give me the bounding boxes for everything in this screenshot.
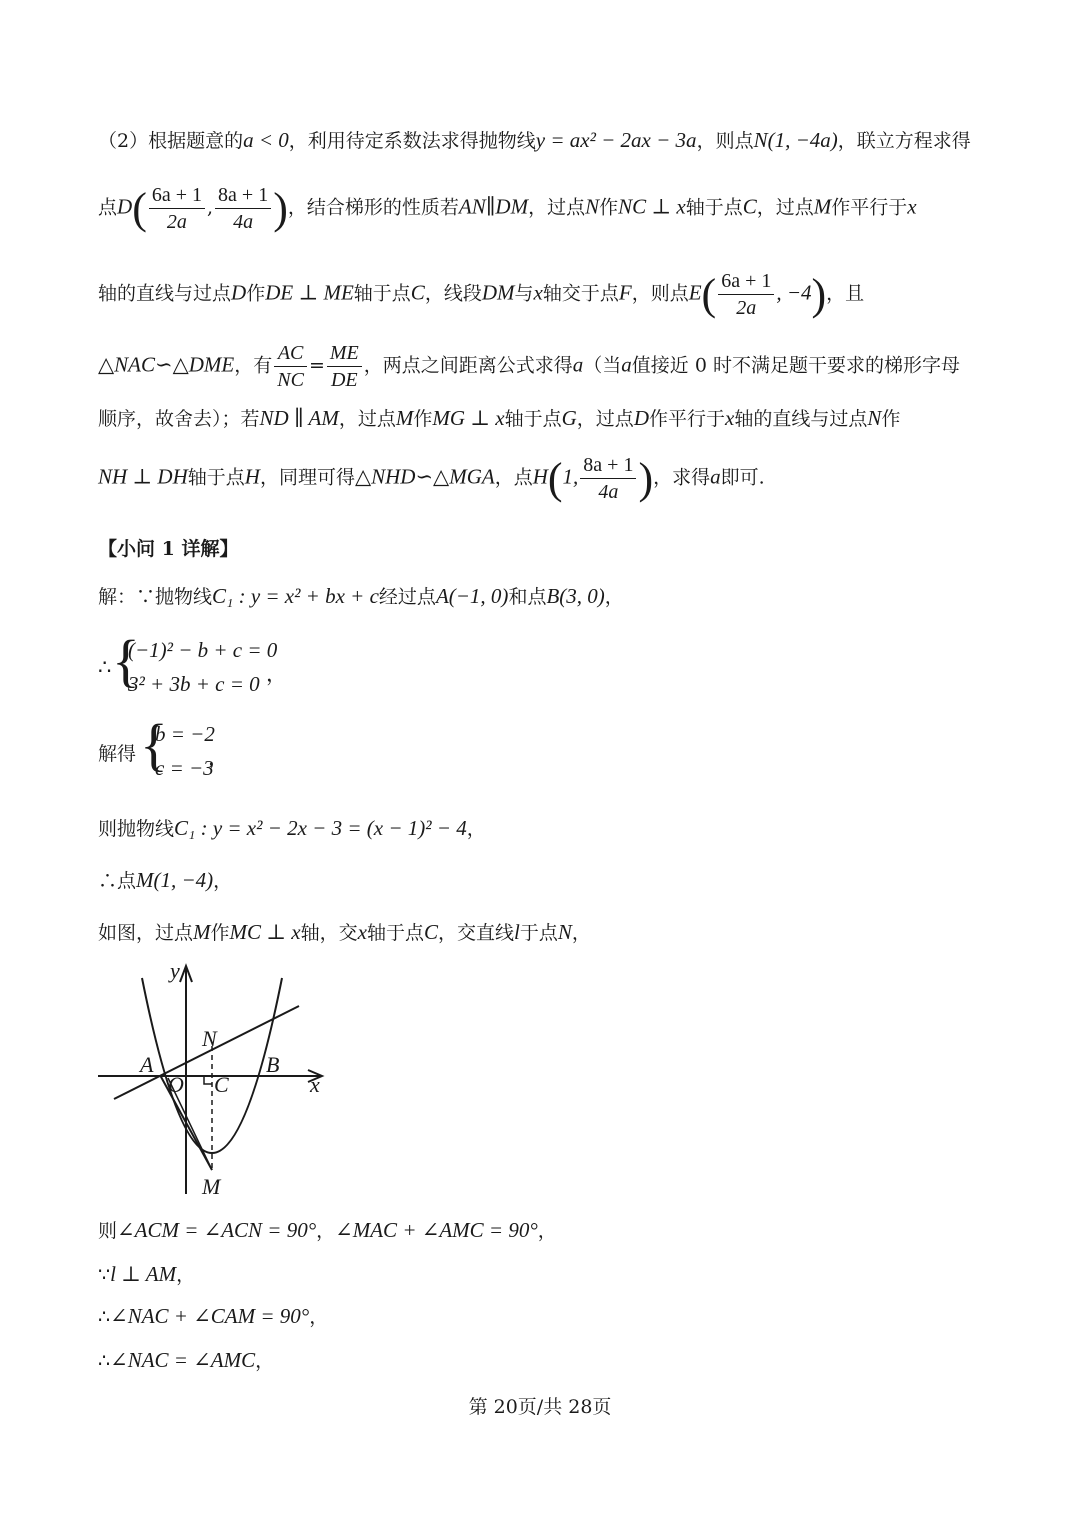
point-n: N(1, −4a): [753, 128, 838, 152]
math: MG ⊥ x: [432, 406, 505, 430]
text: 轴交于点: [542, 282, 619, 305]
paren-open: (: [547, 454, 563, 503]
text: ，: [604, 586, 624, 608]
paren-open: (: [132, 184, 147, 233]
text: 轴于点: [353, 282, 411, 305]
text: ∴: [98, 1306, 111, 1328]
text: ∵: [98, 1264, 111, 1286]
solution-line-7: [98, 1216, 557, 1243]
math: M: [395, 406, 414, 430]
solution-line-6: [98, 918, 591, 945]
text: ，则点: [631, 282, 689, 305]
math: a: [710, 464, 721, 489]
text: 作: [881, 408, 901, 430]
parabola-equation: y = ax² − 2ax − 3a: [535, 128, 697, 152]
math: E: [688, 280, 702, 305]
math: ∠NAC + ∠CAM = 90°: [110, 1304, 310, 1328]
text: ，同理可得: [259, 466, 355, 489]
text: ，过点: [338, 408, 396, 430]
text: 轴于点: [187, 466, 245, 489]
label-c: C: [214, 1072, 229, 1097]
text: ，过点: [528, 196, 586, 219]
text: ，: [176, 1264, 196, 1286]
text: 顺序，故舍去）；若: [98, 408, 260, 430]
analysis-line-1: [98, 126, 971, 153]
text: 值接近 0 时不满足题干要求的梯形字母: [631, 354, 960, 377]
text: 轴于点: [366, 922, 424, 944]
math: a: [621, 352, 632, 377]
math: H: [532, 464, 548, 489]
math: x: [533, 280, 543, 305]
math: x: [357, 920, 367, 944]
point-b: B(3, 0): [546, 584, 605, 608]
fraction: [274, 340, 307, 393]
text: ，则点: [696, 130, 754, 152]
math: △NHD∽△MGA: [354, 464, 495, 489]
brace: {: [112, 628, 140, 693]
therefore-symbol: ∴: [98, 655, 112, 679]
denominator: DE: [330, 369, 358, 391]
math: DE ⊥ ME: [265, 280, 354, 305]
equation-row: (−1)² − b + c = 0: [128, 638, 278, 662]
text: 则抛物线: [98, 818, 175, 840]
math: N: [585, 194, 600, 219]
right-angle-mark: [204, 1076, 212, 1084]
paren-open: (: [701, 270, 717, 319]
math: ∠MAC + ∠AMC = 90°: [335, 1218, 538, 1242]
solution-line-10: [98, 1346, 274, 1373]
math: C: [742, 194, 757, 219]
text: 点: [98, 196, 118, 219]
numerator: 6a + 1: [149, 182, 205, 209]
text: ，点: [494, 466, 533, 489]
text: ，: [208, 746, 229, 770]
fraction: [580, 452, 636, 505]
math: ∠NAC = ∠AMC: [110, 1348, 256, 1372]
text: ，: [537, 1220, 557, 1242]
paren-close: ): [273, 184, 288, 233]
label-o: O: [168, 1072, 184, 1097]
math: a < 0: [243, 128, 289, 152]
math: H: [244, 464, 260, 489]
math: M: [193, 920, 211, 944]
equation-row: b = −2: [155, 722, 215, 746]
text: 作平行于: [648, 408, 725, 430]
text: 解：∵抛物线: [98, 586, 213, 608]
denominator: 4a: [233, 211, 254, 233]
analysis-line-2: 点D( $\frac{6a + 1}{2a}$ , $\frac{8a + 1}{4a}$ )，结合梯形的性质若AN∥DM，过点N作NC ⊥ x轴于点C，过点M作平行于x: [98, 184, 917, 233]
math: C₁ : y = x² + bx + c: [212, 584, 379, 608]
math: M: [813, 194, 832, 219]
text: 轴于点: [685, 196, 743, 219]
denominator: 2a: [736, 297, 757, 319]
math: a: [572, 352, 584, 377]
text: 作: [210, 922, 230, 944]
denominator: NC: [277, 369, 304, 391]
analysis-line-5: [98, 404, 900, 431]
math: C₁ : y = x² − 2x − 3 = (x − 1)² − 4: [174, 816, 467, 840]
text: ，有: [234, 354, 273, 377]
text: 如图，过点: [98, 922, 194, 944]
label-y: y: [170, 958, 180, 983]
math: , −4: [776, 280, 812, 305]
paren-close: ): [638, 454, 654, 503]
math: 1,: [562, 464, 579, 489]
solution-line-9: [98, 1302, 328, 1329]
text: 作: [246, 282, 266, 305]
math: F: [618, 280, 632, 305]
denominator: 2a: [166, 211, 187, 233]
math: G: [561, 406, 577, 430]
equals: =: [308, 354, 325, 377]
text: ∴点: [98, 870, 137, 892]
text: ，: [316, 1220, 336, 1242]
math: C: [410, 280, 425, 305]
label-m: M: [202, 1174, 221, 1199]
math: l: [514, 920, 520, 944]
text: （当: [583, 354, 622, 377]
text: ，: [571, 922, 591, 944]
label-b: B: [266, 1052, 280, 1077]
text: （2）根据题意的: [98, 130, 244, 152]
solution-line-8: [98, 1260, 195, 1287]
math: MC ⊥ x: [229, 920, 301, 944]
analysis-line-3: [98, 268, 864, 321]
fraction: [149, 182, 205, 235]
numerator: 6a + 1: [718, 268, 774, 295]
analysis-line-4: [98, 340, 960, 393]
text: ，: [466, 818, 486, 840]
text: ，求得: [653, 466, 711, 489]
solution-line-4: [98, 814, 486, 841]
heading-text: 【小问 1 详解】: [98, 538, 239, 560]
numerator: 8a + 1: [215, 182, 271, 209]
text: ，交直线: [437, 922, 514, 944]
numerator: 8a + 1: [580, 452, 636, 479]
text: ，: [213, 870, 233, 892]
solution-line-1: [98, 582, 624, 609]
text: ∴: [98, 1350, 111, 1372]
math: N: [867, 406, 882, 430]
text: ，结合梯形的性质若: [287, 196, 459, 219]
text: 轴的直线与过点: [98, 282, 232, 305]
text: ，两点之间距离公式求得: [363, 354, 573, 377]
numerator: ME: [327, 340, 362, 367]
math: NH ⊥ DH: [98, 464, 188, 489]
text: ，过点: [756, 196, 814, 219]
math: x: [907, 194, 917, 219]
text: ，且: [826, 282, 865, 305]
equation-row: 3² + 3b + c = 0: [128, 672, 260, 696]
math: DM: [481, 280, 515, 305]
point-m: M(1, −4): [136, 868, 214, 892]
text: ，利用待定系数法求得抛物线: [288, 130, 536, 152]
equation-row: c = −3: [155, 756, 214, 780]
text: 轴，交: [300, 922, 358, 944]
text: ，: [266, 662, 287, 686]
text: 与: [514, 282, 534, 305]
text: 轴的直线与过点: [734, 408, 868, 430]
text: ，线段: [424, 282, 482, 305]
label-a: A: [140, 1052, 154, 1077]
text: 和点: [508, 586, 547, 608]
paren-close: ): [811, 270, 827, 319]
text: ，过点: [576, 408, 634, 430]
fraction: [327, 340, 362, 393]
math: D: [231, 280, 247, 305]
math: D: [633, 406, 649, 430]
math: l ⊥ AM: [110, 1262, 177, 1286]
page-footer: [0, 1392, 1080, 1419]
text: 轴于点: [504, 408, 562, 430]
brace: {: [140, 712, 168, 777]
math: N: [557, 920, 572, 944]
text: 解得: [98, 743, 137, 765]
math: AN∥DM: [458, 194, 529, 219]
text: 作: [599, 196, 619, 219]
fraction: [215, 182, 271, 235]
parabola-figure: [94, 958, 344, 1200]
page-number: 第 20页/共 28页: [468, 1396, 612, 1418]
denominator: 4a: [598, 481, 619, 503]
math: △NAC∽△DME: [98, 352, 235, 377]
text: ，: [255, 1350, 275, 1372]
label-x: x: [310, 1072, 320, 1097]
label-n: N: [202, 1026, 217, 1051]
text: 作: [413, 408, 433, 430]
text: 则: [98, 1220, 118, 1242]
text: 作平行于: [831, 196, 908, 219]
point-a: A(−1, 0): [435, 584, 509, 608]
text: 于点: [519, 922, 558, 944]
text: ，联立方程求得: [837, 130, 971, 152]
numerator: AC: [274, 340, 307, 367]
math: NC ⊥ x: [618, 194, 686, 219]
text: 即可.: [720, 466, 765, 489]
math: ND ∥ AM: [259, 406, 339, 430]
text: ，: [309, 1306, 329, 1328]
analysis-line-6: [98, 452, 765, 505]
solution-line-5: [98, 866, 232, 893]
math: C: [423, 920, 438, 944]
math: ∠ACM = ∠ACN = 90°: [117, 1218, 317, 1242]
fraction: [718, 268, 774, 321]
math: x: [725, 406, 735, 430]
section-heading: [98, 534, 238, 561]
math: D: [117, 194, 133, 219]
text: 经过点: [378, 586, 436, 608]
